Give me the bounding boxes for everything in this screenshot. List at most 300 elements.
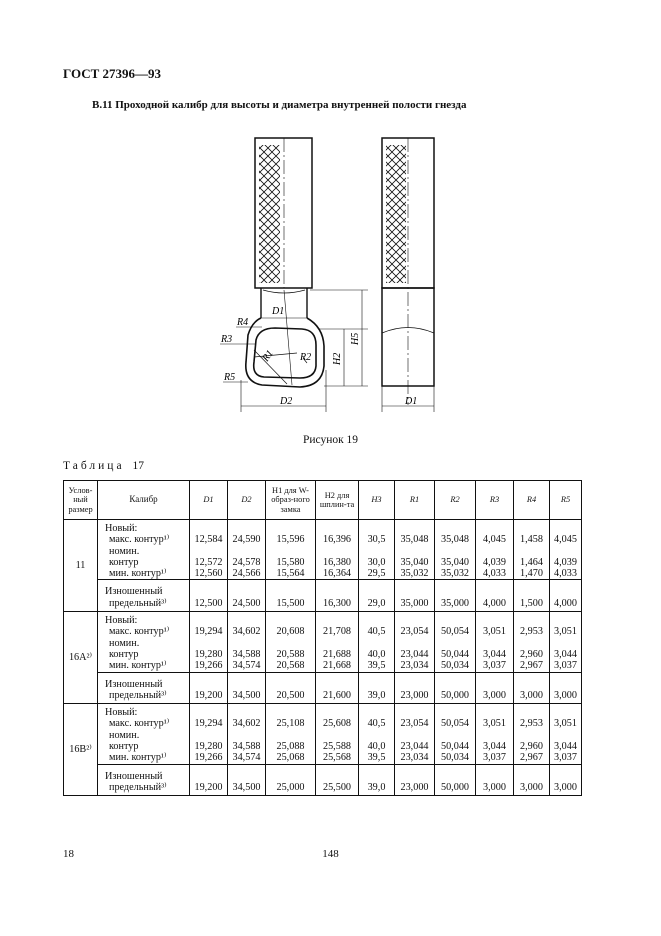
value-r2: 50,034 xyxy=(440,660,469,672)
row-spacer xyxy=(435,615,475,626)
row-spacer xyxy=(550,615,581,626)
row-spacer xyxy=(316,679,358,690)
row-spacer xyxy=(476,679,513,690)
value-r1: 35,000 xyxy=(400,597,429,609)
value-cell-r1 xyxy=(395,580,435,612)
value-d2: 34,574 xyxy=(232,660,261,672)
value-r4: 1,500 xyxy=(520,597,543,609)
row-spacer xyxy=(435,586,475,597)
dim-label-h2: H2 xyxy=(332,352,343,365)
row-spacer xyxy=(266,546,315,557)
gauge-label-line: номин. xyxy=(109,729,140,741)
value-d1: 12,572 xyxy=(194,556,223,568)
gauge-label-line: мин. контур¹⁾ xyxy=(109,568,167,580)
value-cell-r4 xyxy=(514,672,550,704)
gauge-label-line: номин. xyxy=(109,545,140,557)
value-r4: 2,953 xyxy=(520,718,543,730)
row-spacer xyxy=(514,771,549,782)
value-cell-r1 xyxy=(395,672,435,704)
value-h1: 20,500 xyxy=(276,689,305,701)
value-cell-r2 xyxy=(435,672,476,704)
gauge-label-line: Новый: xyxy=(105,615,138,627)
value-h3: 40,5 xyxy=(367,626,386,638)
gauge-label-line: макс. контур¹⁾ xyxy=(109,534,170,546)
value-cell-r2 xyxy=(435,612,476,672)
value-cell-d1 xyxy=(190,704,228,764)
value-r5: 3,044 xyxy=(554,648,577,660)
value-cell-d1 xyxy=(190,672,228,704)
value-h1: 20,608 xyxy=(276,626,305,638)
value-cell-h3 xyxy=(359,764,395,796)
value-h1: 20,588 xyxy=(276,648,305,660)
value-r4: 3,000 xyxy=(520,689,543,701)
header-r2-text: R2 xyxy=(450,495,460,505)
gauge-label-line: предельный³⁾ xyxy=(109,597,167,609)
header-d1-text: D1 xyxy=(203,495,214,505)
row-spacer xyxy=(395,586,434,597)
gauge-label-line: Изношенный xyxy=(105,678,163,690)
row-spacer xyxy=(316,615,358,626)
value-h1: 15,580 xyxy=(276,556,305,568)
value-r5: 3,044 xyxy=(554,741,577,753)
row-spacer xyxy=(359,638,394,649)
row-spacer xyxy=(316,546,358,557)
gauge-label-line: контур xyxy=(109,648,139,660)
front-view xyxy=(220,138,368,412)
value-cell-r1 xyxy=(395,612,435,672)
figure-caption: Рисунок 19 xyxy=(302,434,359,446)
section-title: В.11 Проходной калибр для высоты и диаметра внутренней полости гнезда xyxy=(92,99,467,111)
value-r1: 23,000 xyxy=(400,781,429,793)
gauge-label-line: мин. контур¹⁾ xyxy=(109,660,167,672)
value-h3: 39,5 xyxy=(367,752,386,764)
page-number-left: 18 xyxy=(63,848,74,860)
value-h1: 15,564 xyxy=(276,568,305,580)
value-cell-d1 xyxy=(190,612,228,672)
value-cell-r5 xyxy=(550,520,582,580)
value-d2: 24,566 xyxy=(232,568,261,580)
value-d1: 19,266 xyxy=(194,752,223,764)
gauge-label-cell xyxy=(98,580,190,612)
row-spacer xyxy=(359,523,394,534)
value-h3: 30,0 xyxy=(367,556,386,568)
row-spacer xyxy=(228,523,265,534)
value-cell-d2 xyxy=(228,612,266,672)
value-d1: 12,584 xyxy=(194,534,223,546)
table-row xyxy=(64,580,582,612)
standard-id: ГОСТ 27396—93 xyxy=(63,66,162,81)
value-h1: 25,108 xyxy=(276,718,305,730)
value-cell-h2 xyxy=(316,612,359,672)
page-number-center: 148 xyxy=(322,848,339,860)
value-d2: 34,588 xyxy=(232,648,261,660)
value-cell-h1 xyxy=(266,764,316,796)
value-r2: 50,000 xyxy=(440,689,469,701)
value-r4: 2,967 xyxy=(520,660,543,672)
value-r5: 4,045 xyxy=(554,534,577,546)
value-cell-r2 xyxy=(435,580,476,612)
dim-label-r2: R2 xyxy=(300,352,312,363)
value-d2: 24,590 xyxy=(232,534,261,546)
value-r3: 3,037 xyxy=(483,660,506,672)
row-spacer xyxy=(476,546,513,557)
row-spacer xyxy=(514,546,549,557)
row-spacer xyxy=(316,523,358,534)
value-r1: 23,044 xyxy=(400,648,429,660)
value-h2: 25,500 xyxy=(322,781,351,793)
value-r4: 2,953 xyxy=(520,626,543,638)
value-h1: 25,088 xyxy=(276,741,305,753)
value-d1: 19,280 xyxy=(194,648,223,660)
value-r1: 23,034 xyxy=(400,660,429,672)
value-cell-d2 xyxy=(228,704,266,764)
value-d1: 12,560 xyxy=(194,568,223,580)
value-d1: 19,200 xyxy=(194,689,223,701)
value-cell-r2 xyxy=(435,764,476,796)
value-d2: 34,500 xyxy=(232,781,261,793)
gauge-label-line: Новый: xyxy=(105,523,138,534)
value-h1: 20,568 xyxy=(276,660,305,672)
dim-label-r4: R4 xyxy=(237,317,249,328)
value-h1: 25,000 xyxy=(276,781,305,793)
row-spacer xyxy=(514,730,549,741)
value-h2: 16,380 xyxy=(322,556,351,568)
value-cell-r4 xyxy=(514,520,550,580)
row-spacer xyxy=(228,771,265,782)
header-r4 xyxy=(514,481,550,520)
row-spacer xyxy=(359,730,394,741)
gauge-label-cell xyxy=(98,704,190,764)
gauge-label-line: макс. контур¹⁾ xyxy=(109,626,170,638)
row-spacer xyxy=(266,771,315,782)
value-r4: 3,000 xyxy=(520,781,543,793)
header-gauge: Калибр xyxy=(98,481,190,520)
row-spacer xyxy=(228,546,265,557)
value-cell-r1 xyxy=(395,764,435,796)
value-cell-h1 xyxy=(266,672,316,704)
value-h1: 15,596 xyxy=(276,534,305,546)
row-spacer xyxy=(266,523,315,534)
value-r3: 3,044 xyxy=(483,741,506,753)
value-r5: 3,051 xyxy=(554,718,577,730)
header-h1: H1 для W-образ-ного замка xyxy=(266,481,316,520)
value-r2: 50,054 xyxy=(440,718,469,730)
row-spacer xyxy=(190,730,227,741)
row-spacer xyxy=(550,638,581,649)
header-d2-text: D2 xyxy=(241,495,252,505)
row-spacer xyxy=(359,586,394,597)
table-caption-number: 17 xyxy=(132,460,144,472)
value-r3: 3,000 xyxy=(483,781,506,793)
row-spacer xyxy=(190,707,227,718)
value-h2: 21,708 xyxy=(322,626,351,638)
value-cell-d2 xyxy=(228,580,266,612)
value-r4: 1,464 xyxy=(520,556,543,568)
value-cell-d2 xyxy=(228,520,266,580)
table-caption-word: Таблица xyxy=(63,460,125,472)
value-r4: 1,458 xyxy=(520,534,543,546)
row-spacer xyxy=(395,707,434,718)
row-spacer xyxy=(550,586,581,597)
gauge-label-line: Изношенный xyxy=(105,586,163,598)
header-d2 xyxy=(228,481,266,520)
header-size: Услов-ный размер xyxy=(64,481,98,520)
value-r5: 3,000 xyxy=(554,781,577,793)
value-cell-r4 xyxy=(514,764,550,796)
row-spacer xyxy=(228,707,265,718)
value-r5: 4,039 xyxy=(554,556,577,568)
value-d2: 24,500 xyxy=(232,597,261,609)
row-spacer xyxy=(395,730,434,741)
value-d1: 19,200 xyxy=(194,781,223,793)
row-spacer xyxy=(395,523,434,534)
value-r5: 4,000 xyxy=(554,597,577,609)
value-cell-h1 xyxy=(266,520,316,580)
row-spacer xyxy=(395,771,434,782)
table-row xyxy=(64,704,582,764)
row-spacer xyxy=(228,730,265,741)
row-spacer xyxy=(359,615,394,626)
row-spacer xyxy=(514,707,549,718)
row-spacer xyxy=(514,679,549,690)
value-d2: 24,578 xyxy=(232,556,261,568)
row-spacer xyxy=(435,771,475,782)
gauge-label-line: контур xyxy=(109,741,139,753)
side-dim-label-d1: D1 xyxy=(405,396,418,407)
value-r1: 23,000 xyxy=(400,689,429,701)
dim-label-r5: R5 xyxy=(224,372,236,383)
value-cell-r5 xyxy=(550,764,582,796)
row-spacer xyxy=(395,679,434,690)
value-cell-r3 xyxy=(476,580,514,612)
row-spacer xyxy=(476,523,513,534)
header-r3-text: R3 xyxy=(489,495,500,505)
value-r1: 23,034 xyxy=(400,752,429,764)
value-cell-r5 xyxy=(550,704,582,764)
header-r5 xyxy=(550,481,582,520)
gauge-label-cell xyxy=(98,520,190,580)
value-cell-h3 xyxy=(359,612,395,672)
size-cell: 16В²⁾ xyxy=(64,704,98,796)
value-r5: 3,037 xyxy=(554,752,577,764)
table-header-row xyxy=(64,481,582,520)
row-spacer xyxy=(514,615,549,626)
value-cell-h3 xyxy=(359,672,395,704)
value-h2: 21,668 xyxy=(322,660,351,672)
gauge-label-line: макс. контур¹⁾ xyxy=(109,718,170,730)
row-spacer xyxy=(316,638,358,649)
value-r4: 2,960 xyxy=(520,741,543,753)
value-d1: 19,294 xyxy=(194,718,223,730)
table-row xyxy=(64,672,582,704)
header-r3 xyxy=(476,481,514,520)
row-spacer xyxy=(359,707,394,718)
row-spacer xyxy=(359,771,394,782)
row-spacer xyxy=(550,730,581,741)
row-spacer xyxy=(316,730,358,741)
table-row xyxy=(64,520,582,580)
value-r5: 3,000 xyxy=(554,689,577,701)
row-spacer xyxy=(476,638,513,649)
row-spacer xyxy=(316,771,358,782)
value-cell-r3 xyxy=(476,764,514,796)
value-h2: 21,600 xyxy=(322,689,351,701)
value-cell-r4 xyxy=(514,580,550,612)
value-cell-r4 xyxy=(514,704,550,764)
row-spacer xyxy=(435,546,475,557)
value-r4: 1,470 xyxy=(520,568,543,580)
header-r4-text: R4 xyxy=(526,495,537,505)
value-r4: 2,967 xyxy=(520,752,543,764)
value-r2: 35,040 xyxy=(440,556,469,568)
value-cell-h2 xyxy=(316,580,359,612)
row-spacer xyxy=(190,638,227,649)
size-cell: 11 xyxy=(64,520,98,612)
value-d2: 34,602 xyxy=(232,626,261,638)
row-spacer xyxy=(395,546,434,557)
row-spacer xyxy=(514,523,549,534)
value-r3: 3,051 xyxy=(483,718,506,730)
row-spacer xyxy=(476,615,513,626)
row-spacer xyxy=(550,523,581,534)
row-spacer xyxy=(435,707,475,718)
gauge-drawing xyxy=(195,125,455,415)
value-r3: 3,000 xyxy=(483,689,506,701)
dim-label-d2: D2 xyxy=(280,396,293,407)
value-r2: 50,044 xyxy=(440,648,469,660)
row-spacer xyxy=(190,546,227,557)
value-h2: 25,608 xyxy=(322,718,351,730)
table-row xyxy=(64,612,582,672)
row-spacer xyxy=(514,586,549,597)
row-spacer xyxy=(476,586,513,597)
value-r4: 2,960 xyxy=(520,648,543,660)
row-spacer xyxy=(228,615,265,626)
header-h3-text: H3 xyxy=(371,495,382,505)
value-r2: 50,000 xyxy=(440,781,469,793)
value-h3: 39,5 xyxy=(367,660,386,672)
size-cell: 16А²⁾ xyxy=(64,612,98,704)
row-spacer xyxy=(550,679,581,690)
gauge-label-line: Новый: xyxy=(105,707,138,719)
value-d1: 19,294 xyxy=(194,626,223,638)
value-h2: 25,568 xyxy=(322,752,351,764)
value-cell-r5 xyxy=(550,612,582,672)
value-r3: 4,045 xyxy=(483,534,506,546)
row-spacer xyxy=(435,523,475,534)
gauge-label-cell xyxy=(98,672,190,704)
value-r3: 4,039 xyxy=(483,556,506,568)
row-spacer xyxy=(435,730,475,741)
gauge-table xyxy=(63,480,582,796)
value-cell-h1 xyxy=(266,580,316,612)
row-spacer xyxy=(435,679,475,690)
gauge-label-line: Изношенный xyxy=(105,770,163,782)
value-h2: 21,688 xyxy=(322,648,351,660)
header-r5-text: R5 xyxy=(560,495,571,505)
value-cell-h2 xyxy=(316,704,359,764)
row-spacer xyxy=(266,707,315,718)
value-h2: 16,300 xyxy=(322,597,351,609)
value-d2: 34,574 xyxy=(232,752,261,764)
header-h3 xyxy=(359,481,395,520)
row-spacer xyxy=(266,638,315,649)
row-spacer xyxy=(228,679,265,690)
value-cell-r2 xyxy=(435,704,476,764)
row-spacer xyxy=(359,546,394,557)
value-cell-r5 xyxy=(550,672,582,704)
row-spacer xyxy=(316,586,358,597)
gauge-label-line: предельный³⁾ xyxy=(109,781,167,793)
value-cell-d2 xyxy=(228,764,266,796)
row-spacer xyxy=(514,638,549,649)
value-d2: 34,500 xyxy=(232,689,261,701)
gauge-label-cell xyxy=(98,612,190,672)
side-view xyxy=(382,138,434,412)
value-cell-r1 xyxy=(395,520,435,580)
value-h3: 39,0 xyxy=(367,781,386,793)
value-r1: 23,044 xyxy=(400,741,429,753)
value-r3: 4,033 xyxy=(483,568,506,580)
gauge-label-line: предельный³⁾ xyxy=(109,689,167,701)
value-cell-r2 xyxy=(435,520,476,580)
dim-label-r3: R3 xyxy=(221,334,233,345)
dim-label-h5: H5 xyxy=(350,332,361,345)
row-spacer xyxy=(476,707,513,718)
value-h3: 29,0 xyxy=(367,597,386,609)
value-r1: 35,040 xyxy=(400,556,429,568)
gauge-label-line: мин. контур¹⁾ xyxy=(109,752,167,764)
value-cell-d1 xyxy=(190,580,228,612)
value-r2: 35,000 xyxy=(440,597,469,609)
value-h3: 40,0 xyxy=(367,741,386,753)
row-spacer xyxy=(316,707,358,718)
value-cell-h2 xyxy=(316,764,359,796)
row-spacer xyxy=(395,638,434,649)
row-spacer xyxy=(266,679,315,690)
value-r1: 35,048 xyxy=(400,534,429,546)
value-cell-d2 xyxy=(228,672,266,704)
value-r2: 50,044 xyxy=(440,741,469,753)
row-spacer xyxy=(395,615,434,626)
row-spacer xyxy=(266,615,315,626)
row-spacer xyxy=(190,771,227,782)
value-r3: 3,044 xyxy=(483,648,506,660)
value-r3: 4,000 xyxy=(483,597,506,609)
value-r3: 3,051 xyxy=(483,626,506,638)
row-spacer xyxy=(359,679,394,690)
value-cell-d1 xyxy=(190,764,228,796)
row-spacer xyxy=(550,546,581,557)
value-cell-h2 xyxy=(316,672,359,704)
dim-label-d1: D1 xyxy=(272,306,285,317)
value-r2: 50,054 xyxy=(440,626,469,638)
value-h1: 15,500 xyxy=(276,597,305,609)
row-spacer xyxy=(476,771,513,782)
row-spacer xyxy=(228,586,265,597)
value-h3: 30,5 xyxy=(367,534,386,546)
value-cell-r3 xyxy=(476,704,514,764)
value-d2: 34,602 xyxy=(232,718,261,730)
value-cell-r3 xyxy=(476,672,514,704)
value-h3: 40,0 xyxy=(367,648,386,660)
value-h1: 25,068 xyxy=(276,752,305,764)
row-spacer xyxy=(190,679,227,690)
value-cell-r3 xyxy=(476,612,514,672)
value-r2: 35,032 xyxy=(440,568,469,580)
value-h3: 40,5 xyxy=(367,718,386,730)
row-spacer xyxy=(190,615,227,626)
